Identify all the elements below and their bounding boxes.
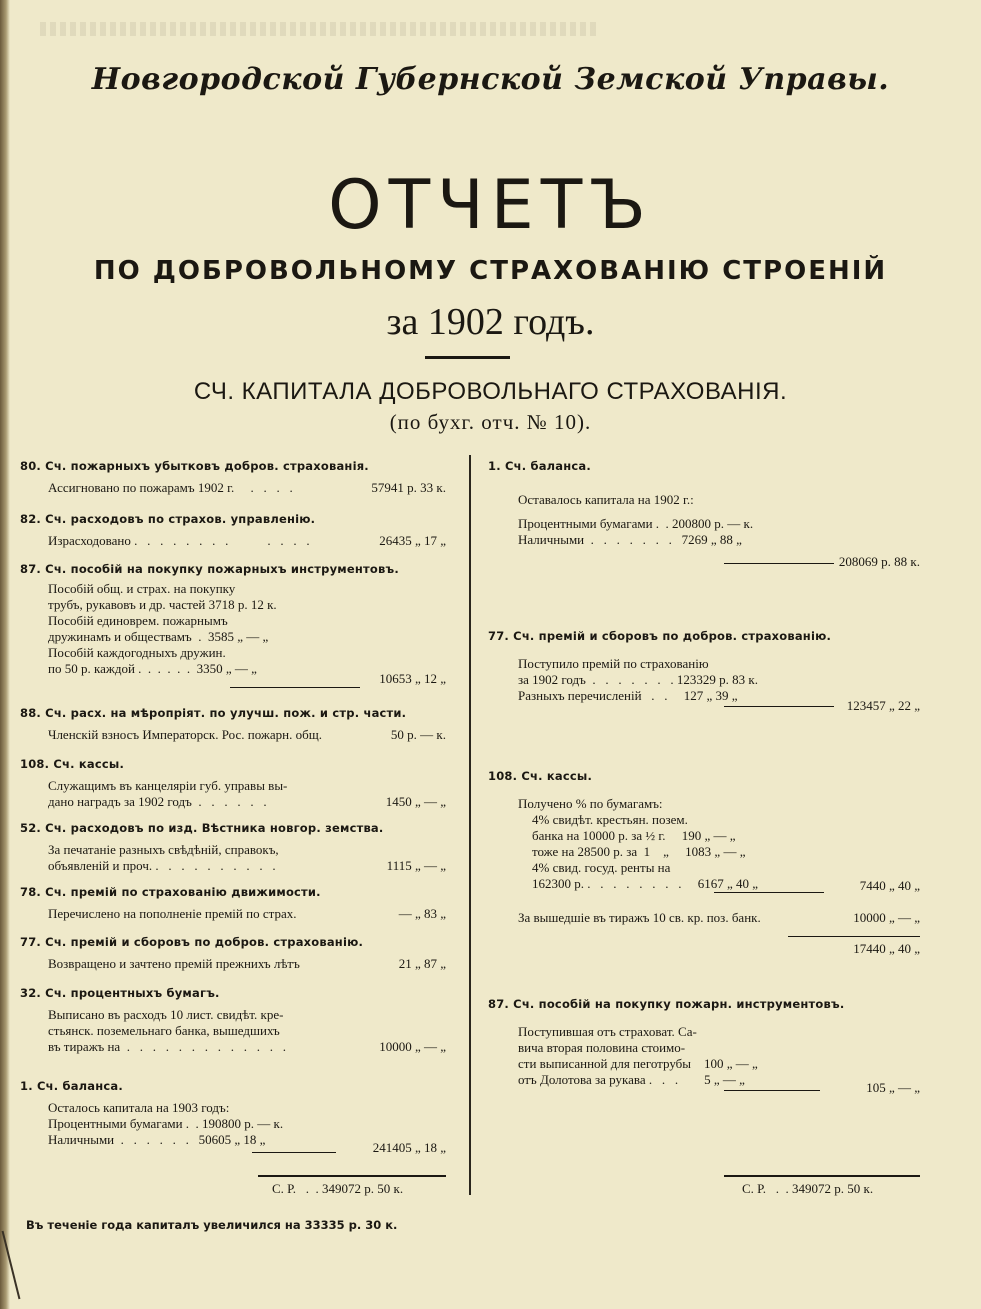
entry-line: тоже на 28500 р. за 1 „ 1083 „ — „ — [532, 844, 746, 859]
entry-amount: 10000 „ — „ — [379, 1039, 446, 1054]
entry-text: дано наградъ за 1902 годъ . . . . . . — [48, 794, 267, 809]
entry-line: 4% свидѣт. крестьян. позем. — [532, 812, 688, 827]
entry-line: по 50 р. каждой . . . . . . 3350 „ — „ — [48, 661, 257, 676]
entry-line: сти выписанной для пеготрубы 100 „ — „ — [518, 1056, 758, 1071]
entry-line: 162300 р. . . . . . . . . 6167 „ 40 „ — [532, 876, 759, 891]
entry-text: Перечислено на пополненіе премій по страх. — [48, 906, 297, 921]
account-reference: (по бухг. отч. № 10). — [389, 410, 592, 434]
entry-heading: 77. Сч. премій и сборовъ по добров. страхованію. — [20, 935, 364, 949]
entry-total: 208069 р. 88 к. — [838, 554, 920, 569]
publisher-heading: Новгородской Губернской Земской Управы. — [91, 62, 890, 97]
entry-line: дружинамъ и обществамъ . 3585 „ — „ — [48, 629, 269, 644]
entry-amount: 57941 р. 33 к. — [371, 480, 446, 495]
entry-line: банка на 10000 р. за ½ г. 190 „ — „ — [532, 828, 736, 843]
entry-total: 17440 „ 40 „ — [853, 941, 920, 956]
footer-note: Въ теченіе года капиталъ увеличился на 33335 р. 30 к. — [26, 1218, 398, 1232]
entry-87 — [20, 561, 446, 686]
entry-heading: 1. Сч. баланса. — [488, 459, 591, 473]
entry-line: Пособій единоврем. пожарнымъ — [48, 613, 228, 628]
entry-heading: 77. Сч. премій и сборовъ по добров. страхованію. — [488, 629, 832, 643]
report-title: ОТЧЕТЪ — [328, 166, 653, 245]
entry-heading: 87. Сч. пособій на покупку пожарныхъ инструментовъ. — [20, 562, 399, 576]
entry-heading: 52. Сч. расходовъ по изд. Вѣстника новгор. земства. — [20, 821, 384, 835]
entry-line: Поступило премій по страхованію — [518, 656, 709, 671]
entry-heading: 78. Сч. премій по страхованію движимости. — [20, 885, 321, 899]
entry-total: 123457 „ 22 „ — [846, 698, 920, 713]
debit-sum: С. Р. . . 349072 р. 50 к. — [272, 1181, 404, 1196]
entry-amount: 1115 „ — „ — [386, 858, 446, 873]
entry-1 — [488, 458, 920, 569]
entry-line: стьянск. поземельнаго банка, вышедшихъ — [48, 1023, 280, 1038]
entry-77 — [20, 934, 446, 972]
entry-line: За печатаніе разныхъ свѣдѣній, справокъ, — [48, 842, 279, 857]
entry-heading: 1. Сч. баланса. — [20, 1079, 123, 1093]
entry-amount: 21 „ 87 „ — [398, 956, 446, 971]
entry-line: Оставалось капитала на 1902 г.: — [518, 492, 694, 507]
entry-text: объявленій и проч. . . . . . . . . . . — [48, 858, 276, 873]
entry-amount: 10000 „ — „ — [853, 910, 920, 925]
entry-line: Поступившая отъ страховат. Са- — [518, 1024, 697, 1039]
entry-line: Процентными бумагами . . 190800 р. — к. — [48, 1116, 284, 1131]
entry-line: Наличными . . . . . . 50605 „ 18 „ — [48, 1132, 266, 1147]
entry-heading: 88. Сч. расх. на мѣропріят. по улучш. пож. и стр. части. — [20, 706, 407, 720]
entry-78 — [20, 884, 446, 922]
entry-87 — [488, 996, 920, 1095]
entry-heading: 82. Сч. расходовъ по страхов. управленію. — [20, 512, 316, 526]
entry-88 — [20, 705, 446, 743]
entry-total: 105 „ — „ — [866, 1080, 920, 1095]
entry-text: въ тиражъ на . . . . . . . . . . . . . — [48, 1039, 286, 1054]
entry-line: Служащимъ въ канцеляріи губ. управы вы- — [48, 778, 288, 793]
report-subject: ПО ДОБРОВОЛЬНОМУ СТРАХОВАНІЮ СТРОЕНІЙ — [93, 256, 888, 286]
entry-line: отъ Долотова за рукава . . . 5 „ — „ — [518, 1072, 745, 1087]
entry-amount: 50 р. — к. — [390, 727, 446, 742]
report-year: за 1902 годъ. — [386, 301, 595, 343]
entry-line: Разныхъ перечисленій . . 127 „ 39 „ — [518, 688, 738, 703]
entry-108 — [488, 768, 920, 956]
entry-line: Пособій общ. и страх. на покупку — [48, 581, 236, 596]
entry-line: трубъ, рукавовъ и др. частей 3718 р. 12 к. — [48, 597, 277, 612]
subtotal-rule — [724, 1090, 820, 1091]
entry-total: 241405 „ 18 „ — [372, 1140, 446, 1155]
entry-amount: 26435 „ 17 „ — [379, 533, 446, 548]
subtotal-rule — [724, 563, 834, 564]
entry-line: Осталось капитала на 1903 годъ: — [48, 1100, 230, 1115]
subtotal-rule — [230, 687, 360, 688]
entry-line: Пособій каждогодныхъ дружин. — [48, 645, 226, 660]
sum-rule — [258, 1175, 446, 1177]
entry-text: Израсходовано . . . . . . . . . . . . — [48, 533, 310, 548]
entry-heading: 108. Сч. кассы. — [20, 757, 125, 771]
subtotal-rule — [724, 706, 834, 707]
entry-line: Процентными бумагами . . 200800 р. — к. — [518, 516, 754, 531]
entry-line: за 1902 годъ . . . . . . . 123329 р. 83 к. — [518, 672, 758, 687]
entry-line: Получено % по бумагамъ: — [518, 796, 663, 811]
entry-line: 4% свид. госуд. ренты на — [532, 860, 671, 875]
entry-heading: 87. Сч. пособій на покупку пожарн. инструментовъ. — [488, 997, 845, 1011]
sum-rule — [724, 1175, 920, 1177]
entry-text: Возвращено и зачтено премій прежнихъ лѣтъ — [48, 956, 300, 971]
entry-text: Ассигновано по пожарамъ 1902 г. . . . . — [48, 480, 293, 495]
title-rule — [425, 356, 510, 359]
account-heading: СЧ. КАПИТАЛА ДОБРОВОЛЬНАГО СТРАХОВАНІЯ. — [193, 378, 788, 405]
total-rule — [788, 936, 920, 937]
entry-80 — [20, 458, 446, 496]
entry-line: вича вторая половина стоимо- — [518, 1040, 686, 1055]
entry-1 — [20, 1078, 446, 1155]
entry-text: Членскій взносъ Императорск. Рос. пожарн. общ. — [48, 727, 322, 742]
subtotal-rule — [714, 892, 824, 893]
entry-total: 10653 „ 12 „ — [379, 671, 446, 686]
entry-82 — [20, 511, 446, 549]
entry-line: Выписано въ расходъ 10 лист. свидѣт. кре- — [48, 1007, 284, 1022]
show-through-text — [40, 22, 600, 36]
entry-heading: 108. Сч. кассы. — [488, 769, 593, 783]
entry-amount: 1450 „ — „ — [385, 794, 446, 809]
entry-heading: 80. Сч. пожарныхъ убытковъ добров. страхованія. — [20, 459, 369, 473]
credit-sum: С. Р. . . 349072 р. 50 к. — [742, 1181, 874, 1196]
entry-text: За вышедшіе въ тиражъ 10 св. кр. поз. банк. — [518, 910, 761, 925]
entry-77 — [488, 628, 920, 713]
entry-line: Наличными . . . . . . . 7269 „ 88 „ — [518, 532, 742, 547]
entry-amount: — „ 83 „ — [398, 906, 446, 921]
entry-heading: 32. Сч. процентныхъ бумагъ. — [20, 986, 220, 1000]
column-divider — [469, 455, 471, 1195]
entry-32 — [20, 985, 446, 1055]
entry-subtotal: 7440 „ 40 „ — [859, 878, 920, 893]
entry-52 — [20, 820, 446, 874]
subtotal-rule — [252, 1152, 336, 1153]
entry-108 — [20, 756, 446, 810]
